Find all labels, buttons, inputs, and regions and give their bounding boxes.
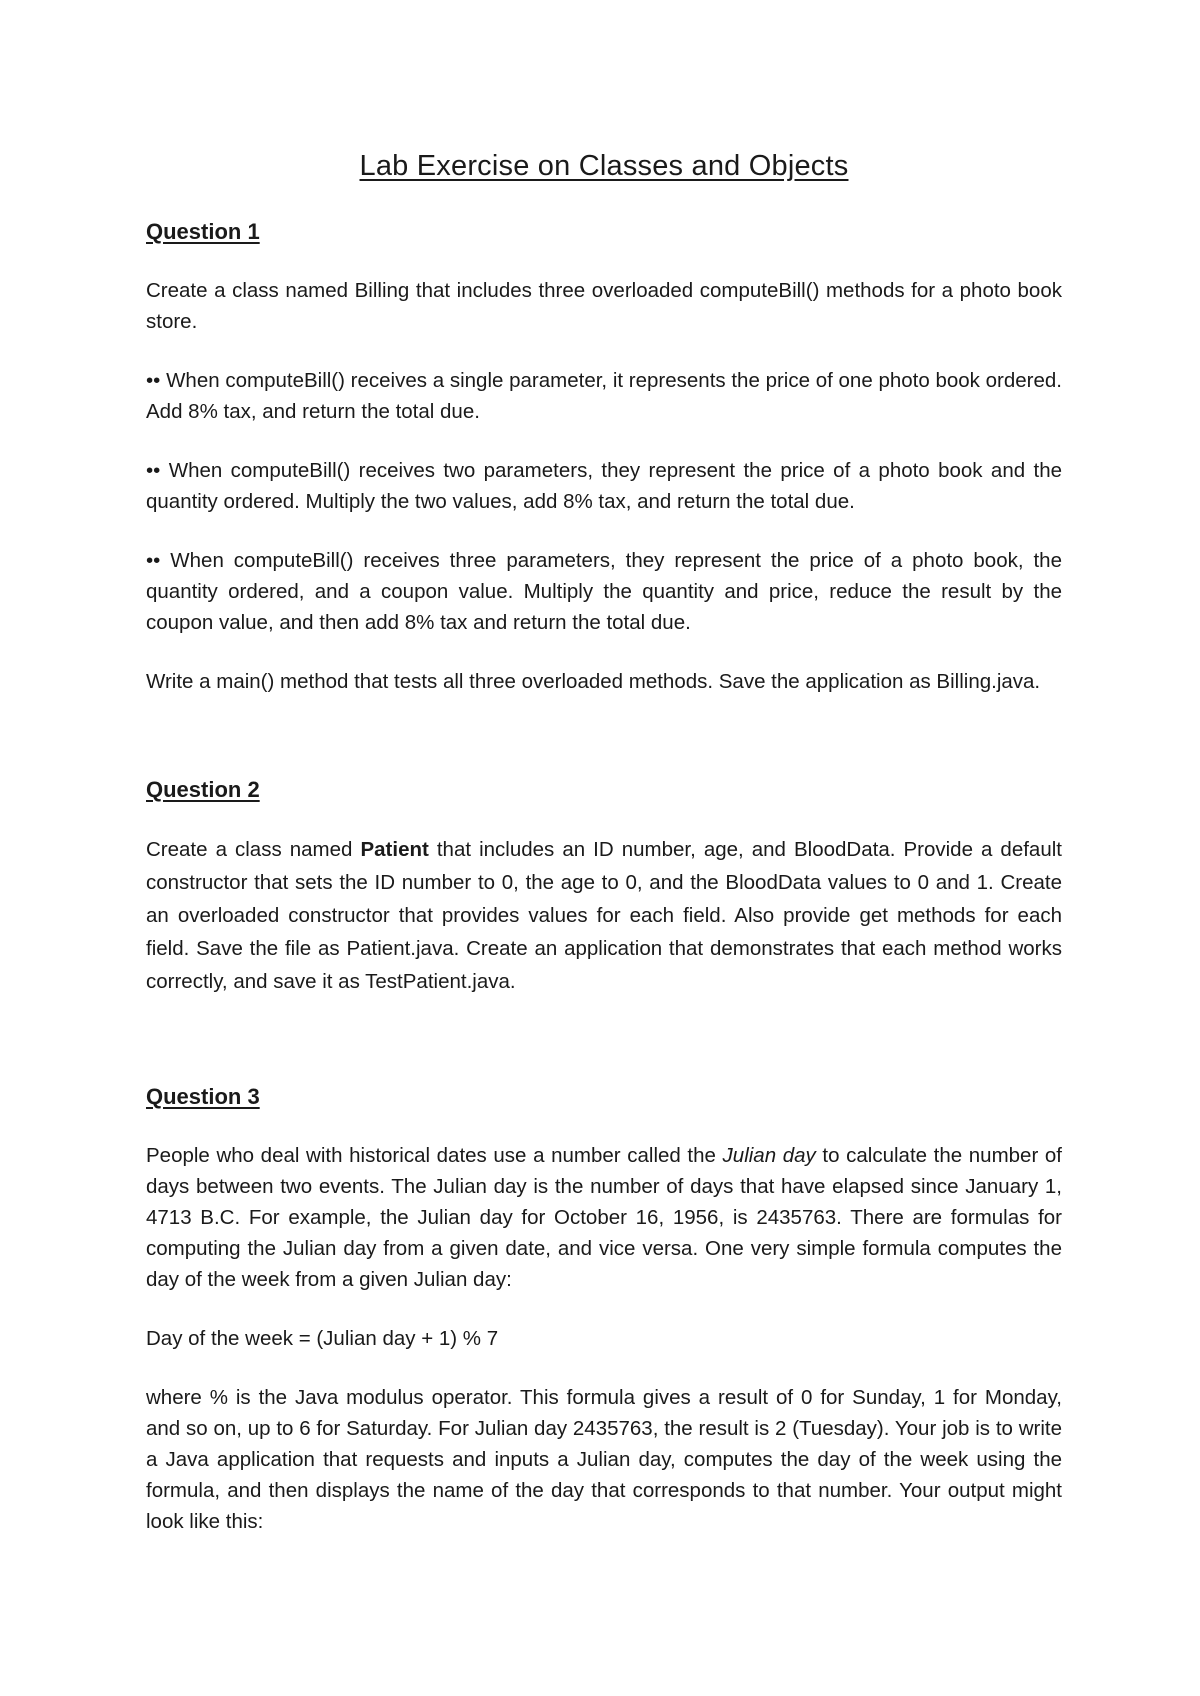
question-2-text-after: that includes an ID number, age, and BloodData. Provide a default constructor that sets the ID number to 0, the age to 0, and the BloodData values to 0 and 1. Create an overloaded constructor that provides values for each field. Also provide get methods for each field. Save the file as Patient.java. Create an application that demonstrates that each method works correctly, and save it as TestPatient.java. [146,838,1062,993]
question-3-heading: Question 3 [146,1084,260,1109]
section-spacer [146,1026,1062,1084]
question-3-julian-day-term: Julian day [722,1144,816,1167]
question-3-p1-after: to calculate the number of days between two events. The Julian day is the number of days that have elapsed since January 1, 4713 B.C. For example, the Julian day for October 16, 1956, is 2435763. There are formulas for computing the Julian day from a given date, and vice versa. One very simple formula computes the day of the week from a given Julian day: [146,1144,1063,1291]
question-1-section [146,219,1062,697]
section-spacer [146,725,1062,777]
question-3-paragraph-2: where % is the Java modulus operator. This formula gives a result of 0 for Sunday, 1 for Monday, and so on, up to 6 for Saturday. For Julian day 2435763, the result is 2 (Tuesday). Your job is to write a Java application that requests and inputs a Julian day, computes the day of the week using the formula, and then displays the name of the day that corresponds to that number. Your output might look like this: [146,1386,1062,1533]
question-2-class-name: Patient [360,838,429,861]
question-2-heading: Question 2 [146,777,260,802]
document-title: Lab Exercise on Classes and Objects [359,150,849,182]
question-3-section [146,1084,1062,1537]
question-3-formula: Day of the week = (Julian day + 1) % 7 [146,1327,499,1350]
document-page [146,150,1062,1565]
question-1-bullet-3: •• When computeBill() receives three parameters, they represent the price of a photo book, the quantity ordered, and a coupon value. Multiply the quantity and price, reduce the result by the coupon value, and then add 8% tax and return the total due. [146,549,1062,634]
question-2-text-before: Create a class named [146,838,361,861]
question-2-section [146,777,1062,998]
question-3-p1-before: People who deal with historical dates use a number called the [146,1144,723,1167]
question-1-bullet-2: •• When computeBill() receives two parameters, they represent the price of a photo book and the quantity ordered. Multiply the two values, add 8% tax, and return the total due. [146,459,1062,513]
question-3-paragraph-1 [146,1140,1062,1295]
question-1-closing: Write a main() method that tests all three overloaded methods. Save the application as Billing.java. [146,670,1041,693]
question-1-heading: Question 1 [146,219,260,244]
question-1-bullet-1: •• When computeBill() receives a single parameter, it represents the price of one photo book ordered. Add 8% tax, and return the total due. [146,369,1062,423]
question-2-body [146,833,1062,998]
question-1-intro: Create a class named Billing that includes three overloaded computeBill() methods for a photo book store. [146,279,1062,333]
